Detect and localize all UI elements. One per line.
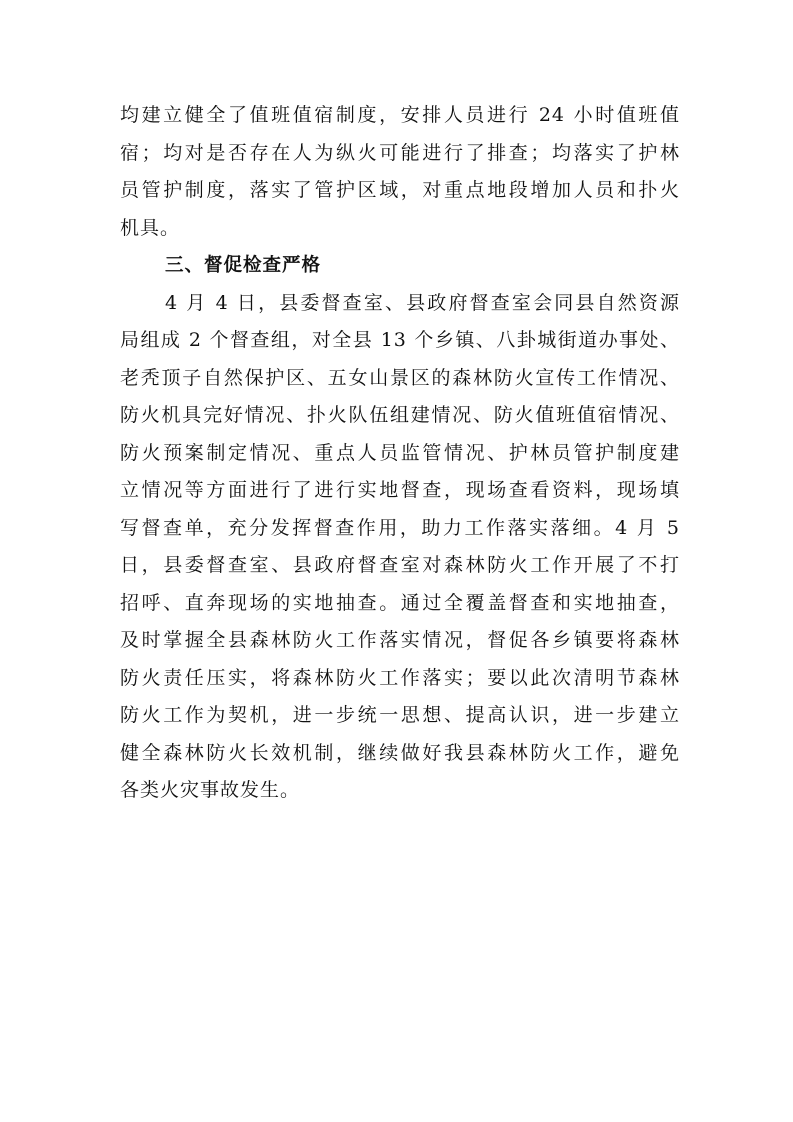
- text-line: 防火责任压实，将森林防火工作落实；要以此次清明节森林: [120, 666, 680, 689]
- text-line: 日，县委督查室、县政府督查室对森林防火工作开展了不打: [120, 554, 680, 576]
- text-line: 均建立健全了值班值宿制度，安排人员进行 24 小时值班值: [120, 104, 680, 126]
- paragraph-duty-system: [120, 97, 680, 247]
- text-line: 招呼、直奔现场的实地抽查。通过全覆盖督查和实地抽查，: [120, 591, 680, 614]
- document-body: [120, 97, 680, 810]
- text-line: 局组成 2 个督查组，对全县 13 个乡镇、八卦城街道办事处、: [120, 329, 680, 351]
- text-line: 及时掌握全县森林防火工作落实情况，督促各乡镇要将森林: [120, 629, 680, 651]
- text-line: 立情况等方面进行了进行实地督查，现场查看资料，现场填: [120, 479, 680, 501]
- text-line: 宿；均对是否存在人为纵火可能进行了排查；均落实了护林: [120, 141, 680, 164]
- text-line: 员管护制度，落实了管护区域，对重点地段增加人员和扑火: [120, 179, 680, 201]
- text-line: 各类火灾事故发生。: [120, 779, 301, 801]
- text-line: 健全森林防火长效机制，继续做好我县森林防火工作，避免: [120, 741, 680, 764]
- section-heading: 三、督促检查严格: [165, 255, 322, 276]
- text-line: 写督查单，充分发挥督查作用，助力工作落实落细。4 月 5: [120, 516, 680, 539]
- paragraph-inspection: [120, 285, 680, 810]
- text-line: 机具。: [120, 216, 181, 239]
- text-line: 老秃顶子自然保护区、五女山景区的森林防火宣传工作情况、: [120, 366, 680, 389]
- text-line: 防火工作为契机，进一步统一思想、提高认识，进一步建立: [120, 704, 680, 726]
- text-line: 4 月 4 日，县委督查室、县政府督查室会同县自然资源: [165, 291, 680, 314]
- text-line: 防火机具完好情况、扑火队伍组建情况、防火值班值宿情况、: [120, 404, 680, 426]
- text-line: 防火预案制定情况、重点人员监管情况、护林员管护制度建: [120, 441, 680, 464]
